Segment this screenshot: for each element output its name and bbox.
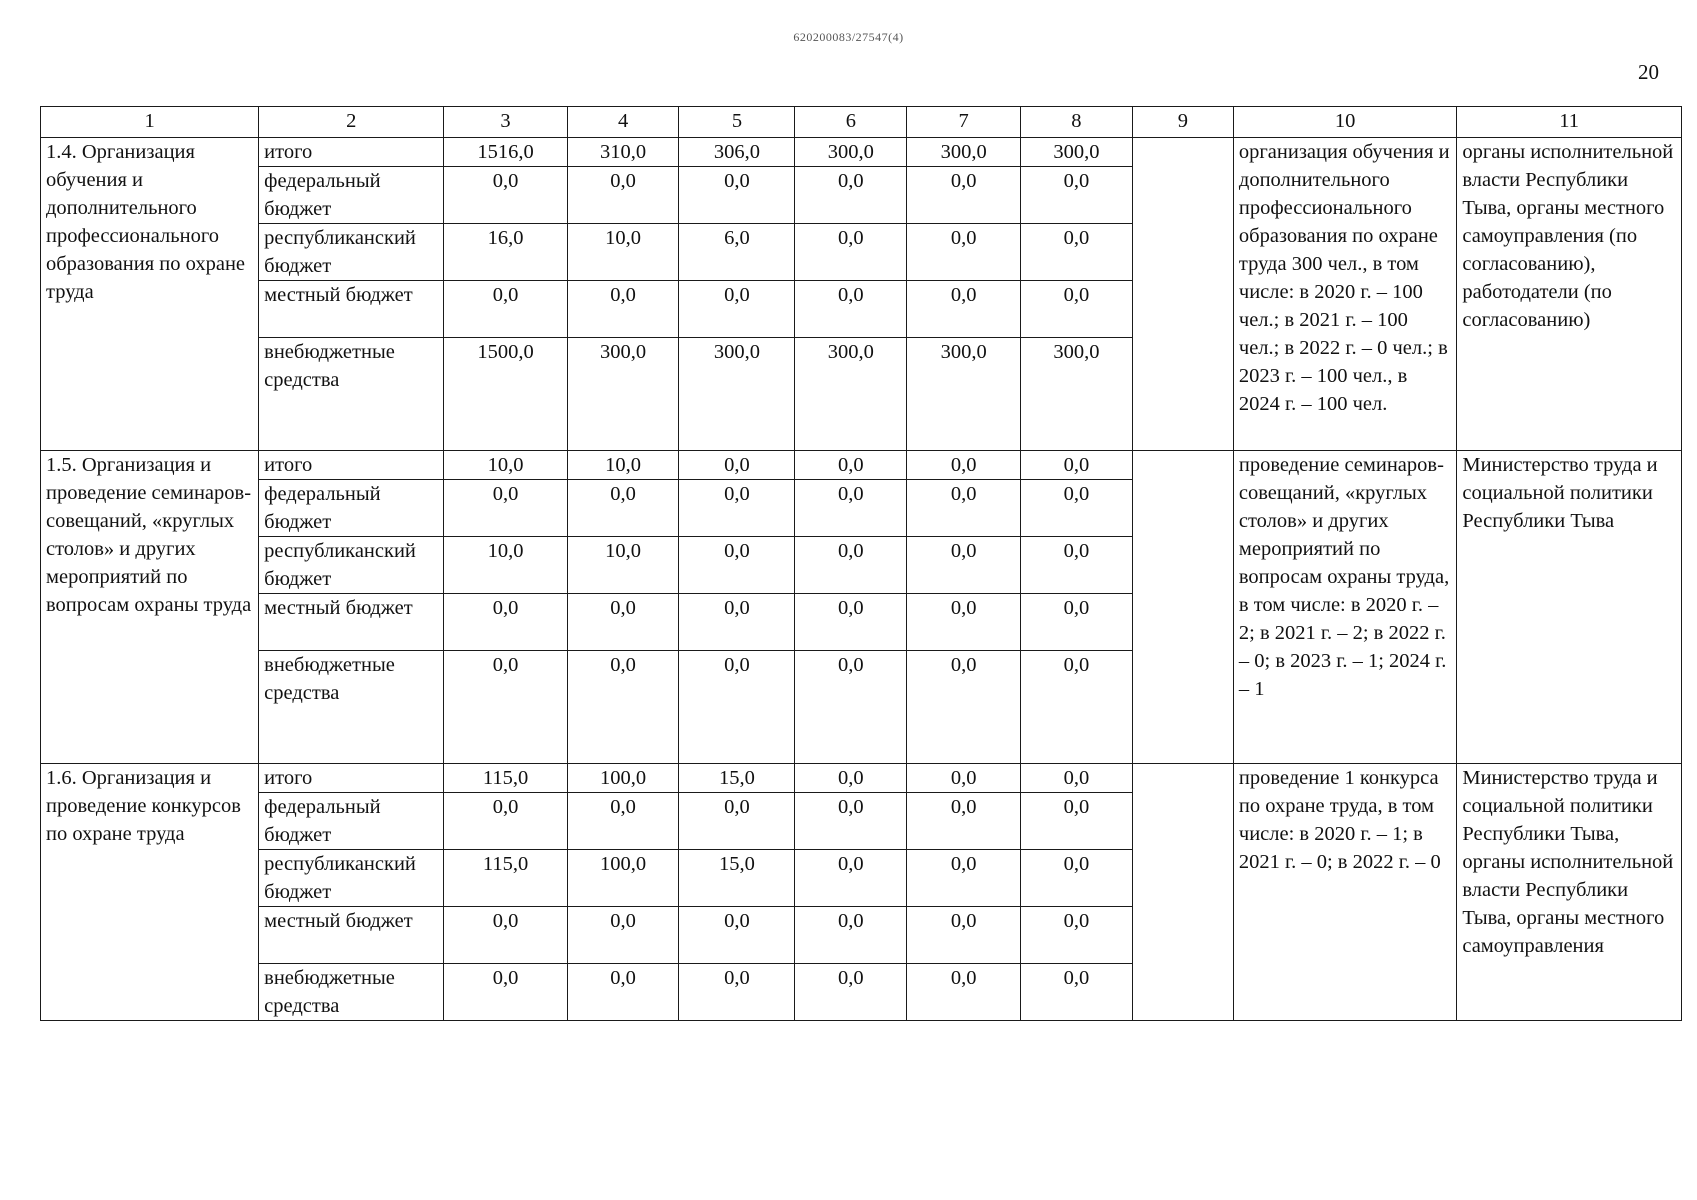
header-cell-9: 9	[1132, 107, 1233, 138]
amount-cell: 15,0	[679, 764, 795, 793]
amount-cell: 10,0	[444, 537, 567, 594]
amount-cell: 115,0	[444, 850, 567, 907]
amount-cell: 0,0	[679, 281, 795, 338]
expected-result: организация обучения и дополнительного профессионального образования по охране труда 300 чел., в том числе: в 2020 г. – 100 чел.; в 2021 г. – 100 чел.; в 2022 г. – 0 чел.; в 2023 г. – 100 чел., в 2024 г. – 100 чел.	[1233, 138, 1456, 451]
funding-source: республиканский бюджет	[259, 224, 444, 281]
header-cell-7: 7	[907, 107, 1021, 138]
funding-source: внебюджетные средства	[259, 338, 444, 451]
amount-cell: 0,0	[567, 281, 679, 338]
header-row	[41, 107, 1682, 138]
header-cell-4: 4	[567, 107, 679, 138]
amount-cell: 1516,0	[444, 138, 567, 167]
amount-cell: 0,0	[907, 224, 1021, 281]
amount-cell: 0,0	[1021, 451, 1133, 480]
document-id: 620200083/27547(4)	[793, 30, 904, 44]
funding-source: республиканский бюджет	[259, 850, 444, 907]
funding-source: федеральный бюджет	[259, 167, 444, 224]
header-cell-6: 6	[795, 107, 907, 138]
amount-cell: 0,0	[1021, 651, 1133, 764]
amount-cell: 0,0	[567, 907, 679, 964]
amount-cell: 115,0	[444, 764, 567, 793]
amount-cell: 306,0	[679, 138, 795, 167]
activity-name: 1.4. Организация обучения и дополнительного профессионального образования по охране труда	[41, 138, 259, 451]
amount-cell: 0,0	[795, 167, 907, 224]
amount-cell: 0,0	[444, 907, 567, 964]
amount-cell: 0,0	[1021, 281, 1133, 338]
table-body	[41, 107, 1682, 1021]
amount-cell: 0,0	[795, 793, 907, 850]
amount-cell: 0,0	[795, 281, 907, 338]
amount-cell: 0,0	[679, 480, 795, 537]
header-cell-3: 3	[444, 107, 567, 138]
amount-cell: 1500,0	[444, 338, 567, 451]
header-cell-10: 10	[1233, 107, 1456, 138]
funding-source: местный бюджет	[259, 907, 444, 964]
table-row	[41, 138, 1682, 167]
amount-cell: 300,0	[1021, 138, 1133, 167]
header-cell-1: 1	[41, 107, 259, 138]
funding-source: местный бюджет	[259, 594, 444, 651]
amount-cell: 0,0	[567, 480, 679, 537]
amount-cell: 0,0	[907, 281, 1021, 338]
amount-cell: 0,0	[567, 964, 679, 1021]
activity-name: 1.5. Организация и проведение семинаров-совещаний, «круглых столов» и других мероприятий по вопросам охраны труда	[41, 451, 259, 764]
amount-cell: 0,0	[444, 793, 567, 850]
responsible-parties: Министерство труда и социальной политики Республики Тыва, органы исполнительной власти Республики Тыва, органы местного самоуправления	[1457, 764, 1682, 1021]
amount-cell: 100,0	[567, 764, 679, 793]
column-9-cell	[1132, 451, 1233, 764]
amount-cell: 0,0	[679, 964, 795, 1021]
amount-cell: 0,0	[679, 907, 795, 964]
amount-cell: 0,0	[907, 651, 1021, 764]
amount-cell: 16,0	[444, 224, 567, 281]
amount-cell: 0,0	[795, 907, 907, 964]
amount-cell: 0,0	[795, 480, 907, 537]
amount-cell: 0,0	[444, 167, 567, 224]
amount-cell: 0,0	[1021, 850, 1133, 907]
amount-cell: 0,0	[1021, 594, 1133, 651]
responsible-parties: Министерство труда и социальной политики Республики Тыва	[1457, 451, 1682, 764]
amount-cell: 0,0	[567, 167, 679, 224]
table-row	[41, 764, 1682, 793]
amount-cell: 0,0	[907, 793, 1021, 850]
amount-cell: 0,0	[1021, 964, 1133, 1021]
funding-source: федеральный бюджет	[259, 480, 444, 537]
funding-source: федеральный бюджет	[259, 793, 444, 850]
amount-cell: 300,0	[795, 338, 907, 451]
funding-source: итого	[259, 138, 444, 167]
expected-result: проведение 1 конкурса по охране труда, в том числе: в 2020 г. – 1; в 2021 г. – 0; в 2022 г. – 0	[1233, 764, 1456, 1021]
amount-cell: 0,0	[567, 651, 679, 764]
amount-cell: 0,0	[907, 480, 1021, 537]
header-cell-11: 11	[1457, 107, 1682, 138]
amount-cell: 0,0	[795, 224, 907, 281]
amount-cell: 300,0	[907, 138, 1021, 167]
program-table	[40, 106, 1682, 1021]
amount-cell: 0,0	[907, 764, 1021, 793]
amount-cell: 300,0	[795, 138, 907, 167]
amount-cell: 15,0	[679, 850, 795, 907]
amount-cell: 0,0	[679, 594, 795, 651]
funding-source: местный бюджет	[259, 281, 444, 338]
funding-source: итого	[259, 764, 444, 793]
funding-source: республиканский бюджет	[259, 537, 444, 594]
amount-cell: 0,0	[907, 907, 1021, 964]
amount-cell: 0,0	[567, 594, 679, 651]
amount-cell: 0,0	[907, 594, 1021, 651]
amount-cell: 0,0	[679, 451, 795, 480]
amount-cell: 0,0	[907, 850, 1021, 907]
amount-cell: 310,0	[567, 138, 679, 167]
header-cell-8: 8	[1021, 107, 1133, 138]
amount-cell: 0,0	[444, 480, 567, 537]
amount-cell: 0,0	[679, 537, 795, 594]
amount-cell: 0,0	[795, 651, 907, 764]
amount-cell: 0,0	[679, 167, 795, 224]
amount-cell: 0,0	[795, 850, 907, 907]
header-cell-5: 5	[679, 107, 795, 138]
activity-name: 1.6. Организация и проведение конкурсов по охране труда	[41, 764, 259, 1021]
amount-cell: 0,0	[795, 964, 907, 1021]
expected-result: проведение семинаров-совещаний, «круглых столов» и других мероприятий по вопросам охраны труда, в том числе: в 2020 г. – 2; в 2021 г. – 2; в 2022 г. – 0; в 2023 г. – 1; 2024 г. – 1	[1233, 451, 1456, 764]
amount-cell: 0,0	[795, 764, 907, 793]
amount-cell: 0,0	[795, 537, 907, 594]
amount-cell: 0,0	[444, 594, 567, 651]
amount-cell: 100,0	[567, 850, 679, 907]
amount-cell: 10,0	[567, 537, 679, 594]
amount-cell: 0,0	[907, 451, 1021, 480]
funding-source: внебюджетные средства	[259, 964, 444, 1021]
amount-cell: 0,0	[1021, 907, 1133, 964]
amount-cell: 300,0	[567, 338, 679, 451]
amount-cell: 0,0	[1021, 537, 1133, 594]
table-row	[41, 451, 1682, 480]
amount-cell: 6,0	[679, 224, 795, 281]
amount-cell: 0,0	[1021, 167, 1133, 224]
column-9-cell	[1132, 138, 1233, 451]
amount-cell: 10,0	[444, 451, 567, 480]
amount-cell: 0,0	[907, 537, 1021, 594]
funding-source: внебюджетные средства	[259, 651, 444, 764]
amount-cell: 0,0	[907, 167, 1021, 224]
amount-cell: 0,0	[1021, 224, 1133, 281]
amount-cell: 300,0	[1021, 338, 1133, 451]
funding-source: итого	[259, 451, 444, 480]
amount-cell: 0,0	[679, 651, 795, 764]
page-number: 20	[1638, 60, 1659, 84]
amount-cell: 0,0	[795, 451, 907, 480]
column-9-cell	[1132, 764, 1233, 1021]
amount-cell: 10,0	[567, 451, 679, 480]
amount-cell: 0,0	[1021, 793, 1133, 850]
amount-cell: 0,0	[567, 793, 679, 850]
amount-cell: 0,0	[444, 964, 567, 1021]
amount-cell: 0,0	[444, 651, 567, 764]
amount-cell: 0,0	[795, 594, 907, 651]
amount-cell: 300,0	[679, 338, 795, 451]
amount-cell: 0,0	[444, 281, 567, 338]
amount-cell: 300,0	[907, 338, 1021, 451]
header-cell-2: 2	[259, 107, 444, 138]
amount-cell: 0,0	[1021, 764, 1133, 793]
amount-cell: 0,0	[907, 964, 1021, 1021]
amount-cell: 0,0	[1021, 480, 1133, 537]
responsible-parties: органы исполнительной власти Республики Тыва, органы местного самоуправления (по согласованию), работодатели (по согласованию)	[1457, 138, 1682, 451]
amount-cell: 0,0	[679, 793, 795, 850]
amount-cell: 10,0	[567, 224, 679, 281]
